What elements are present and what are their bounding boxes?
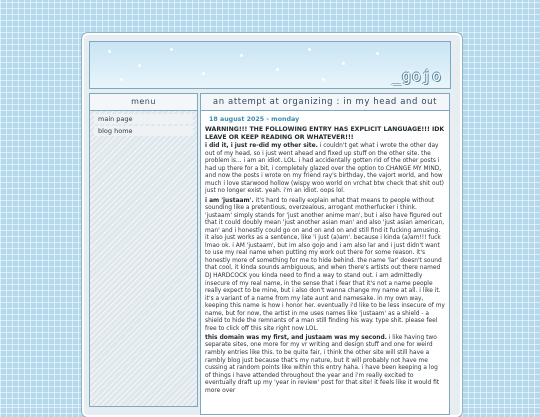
paragraph-body: it's hard to really explain what that means to people without sounding like a pretentious, overzealous, arrogant motherfucker i think. 'justaam' simply stands for 'just another anime man', but i also have figured out that it could doubly mean 'just another asian man' and also 'just asian american, man' and i honestly could go on and on and on and still find it fucking amusing. it also just works as a sentence, like 'i just (a)am'. because i kinda (a)am!!! fuck lmao ok. i AM 'justaam', but im also gojo and i am also lar and i just didn't want to use my real name when putting my work out there for some reason. it's honestly more of something for me to hide behind. the name 'lar' doesn't sound that cool, it kinda sounds ambiguous, and when there's artists out there named DJ HARDCOCK you kinda need to find a way to stand out. i am admittedly insecure of my real name, in the sense that i fear that it's not a name people really expect to be mine, but i also don't wanna change my name at all. i like it. it's a variant of a name from my late aunt and namesake. in my own way, keeping this name is how i honor her. eventually i'd like to be less insecure of my name, but for now, the artist in me uses names like 'justaam' as a shield - a shield to hide the remnants of a man still finding his way. type shit. please feel free to click off this site right now LOL. [205,197,445,332]
snowflake-icon [108,50,111,53]
sidebar-heading: menu [90,94,197,111]
sidebar-item-main-page[interactable]: main page [94,114,193,124]
post-content [201,111,449,395]
post-paragraph [205,143,445,196]
snowflake-icon [202,72,205,75]
snowflake-icon [308,48,311,51]
post-title: an attempt at organizing : in my head and out [201,94,449,111]
paragraph-body: i like having two separate sites, one more for my vr writing and design stuff and one for weird rambly entries like this. to be quite fair, i think the other site will still have a rambly blog just because that's my nature, but it will probably not have me cussing at random points like within this entry haha. i have been keeping a log of things i have attended throughout the year and i'm really excited to eventually draft up my 'year in review' post for that site! it feels like it would fit more over [205,334,440,394]
snowflake-icon [170,48,173,51]
post-date: 18 august 2025 - monday [209,116,300,123]
paragraph-lead: i am 'justaam'. [205,197,254,204]
site-title: _gojo [391,67,442,85]
snowflake-icon [138,64,141,67]
paragraph-lead: this domain was my first, and justaam was my second. [205,334,387,341]
post-paragraph [205,335,445,395]
paragraph-body: i couldn't get what i wrote the other day out of my head, so i just went ahead and fixed up stuff on the other site. the problem is... i am an idiot. LOL. i had accidentally gotten rid of the other posts i had up there for a bit, i completely glazed over the option to CHANGE MY MIND, and now the posts i wrote on my friend ray's birthday, the vajort world, and how much i love starwood hollow (wispy woo world on vrchat btw check that shit out) just no longer exist. yeah. i'm an idiot. oops lol. [205,143,444,195]
snowflake-icon [276,68,279,71]
snowflake-icon [376,52,379,55]
paragraph-lead: i did it, i just re-did my other site. [205,143,318,150]
snowflake-icon [120,78,123,81]
blog-post [200,93,450,415]
post-paragraph [205,198,445,334]
snowflake-icon [322,78,325,81]
header-banner [89,41,451,89]
snowflake-icon [240,54,243,57]
sidebar [89,93,198,407]
content-warning: WARNING!!! THE FOLLOWING ENTRY HAS EXPLICIT LANGUAGE!!! IDK LEAVE OR KEEP READING OR WHATEVER!!! [205,126,445,141]
snowflake-icon [342,62,345,65]
sidebar-item-blog-home[interactable]: blog home [94,126,193,136]
